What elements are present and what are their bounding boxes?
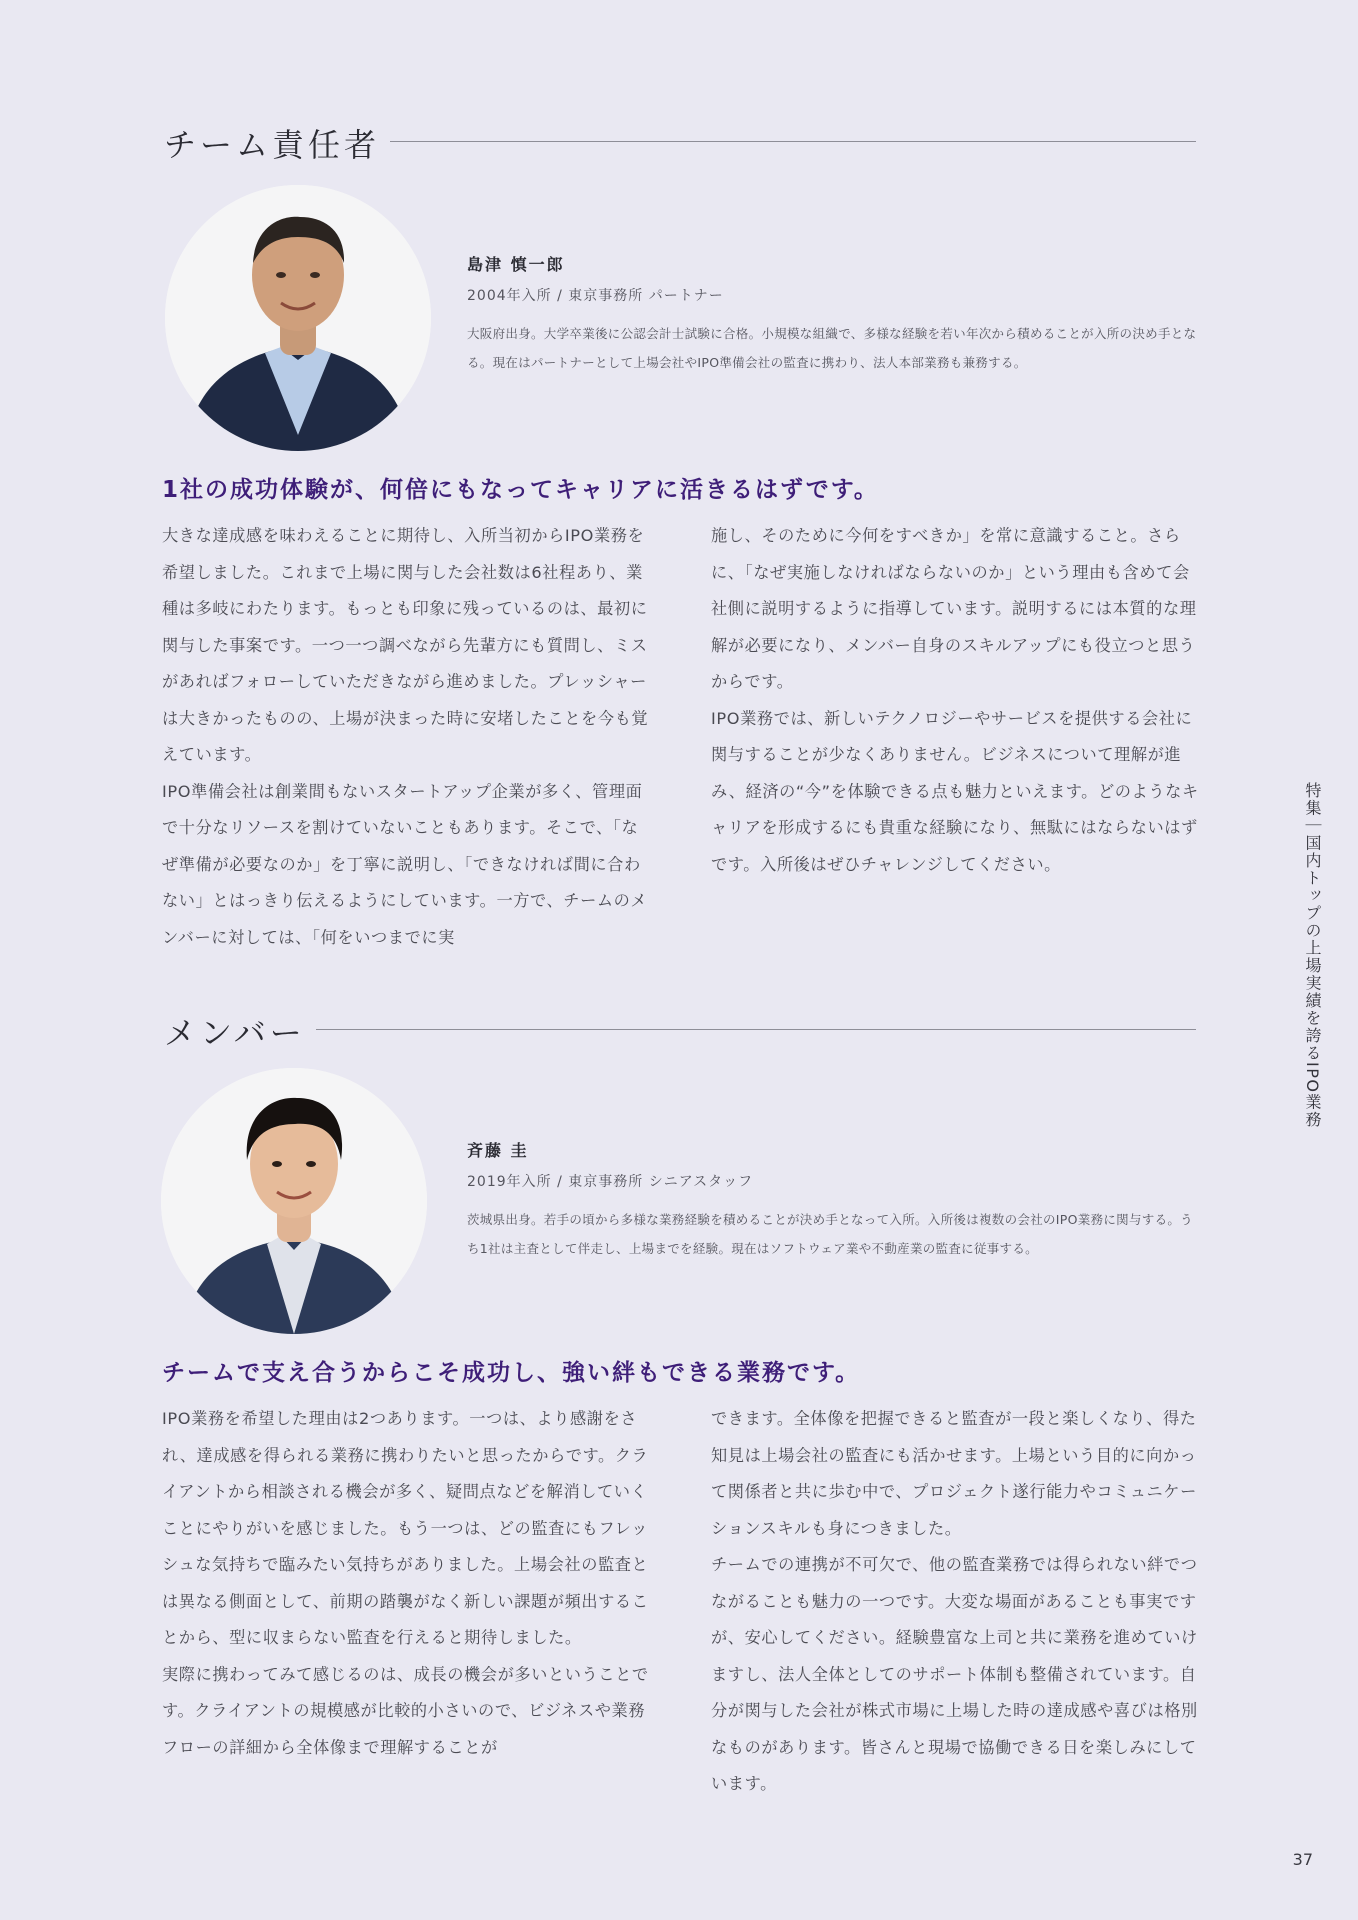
paragraph: できます。全体像を把握できると監査が一段と楽しくなり、得た知見は上場会社の監査にも活かせます。上場という目的に向かって関係者と共に歩む中で、プロジェクト遂行能力やコミュニケーションスキルも身につきました。 xyxy=(711,1409,1197,1538)
person-bio: 茨城県出身。若手の頃から多様な業務経験を積めることが決め手となって入所。入所後は複数の会社のIPO業務に関与する。うち1社は主査として伴走し、上場までを経験。現在はソフトウェア業や不動産業の監査に従事する。 xyxy=(467,1212,1193,1256)
vertical-section-label: 特集｜国内トップの上場実績を誇るIPO業務 xyxy=(1303,782,1322,1129)
body-column-left xyxy=(162,518,650,956)
section-divider xyxy=(390,141,1196,142)
portrait-photo xyxy=(161,1068,427,1334)
paragraph: 実際に携わってみて感じるのは、成長の機会が多いということです。クライアントの規模感が比較的小さいので、ビジネスや業務フローの詳細から全体像まで理解することが xyxy=(162,1664,649,1757)
section-title: メンバー xyxy=(164,1014,306,1052)
page-number: 37 xyxy=(1292,1850,1313,1869)
body-column-left xyxy=(162,1401,650,1766)
paragraph: チームでの連携が不可欠で、他の監査業務では得られない絆でつながることも魅力の一つです。大変な場面があることも事実ですが、安心してください。経験豊富な上司と共に業務を進めていけますし、法人全体としてのサポート体制も整備されています。自分が関与した会社が株式市場に上場した時の達成感や喜びは格別なものがあります。皆さんと現場で協働できる日を楽しみにしています。 xyxy=(711,1555,1198,1793)
person-meta: 2004年入所 / 東京事務所 パートナー xyxy=(467,288,724,304)
profile-card xyxy=(467,252,1197,377)
portrait-photo xyxy=(165,185,431,451)
paragraph: IPO準備会社は創業間もないスタートアップ企業が多く、管理面で十分なリソースを割けていないこともあります。そこで、「なぜ準備が必要なのか」を丁寧に説明し、「できなければ間に合わない」とはっきり伝えるようにしています。一方で、チームのメンバーに対しては、「何をいつまでに実 xyxy=(162,781,648,947)
section-heading xyxy=(164,120,380,166)
section-divider xyxy=(316,1029,1196,1030)
person-name: 島津 慎一郎 xyxy=(467,255,565,274)
profile-card xyxy=(467,1138,1197,1263)
section-heading xyxy=(164,1008,306,1054)
body-column-right xyxy=(711,518,1199,883)
paragraph: 施し、そのために今何をすべきか」を常に意識すること。さらに、「なぜ実施しなければならないのか」という理由も含めて会社側に説明するように指導しています。説明するには本質的な理解が必要になり、メンバー自身のスキルアップにも役立つと思うからです。 xyxy=(711,526,1197,691)
person-meta: 2019年入所 / 東京事務所 シニアスタッフ xyxy=(467,1174,754,1190)
section-title: チーム責任者 xyxy=(164,126,381,164)
headline: チームで支え合うからこそ成功し、強い絆もできる業務です。 xyxy=(162,1360,861,1386)
paragraph: IPO業務を希望した理由は2つあります。一つは、より感謝をされ、達成感を得られる業務に携わりたいと思ったからです。クライアントから相談される機会が多く、疑問点などを解消していくことにやりがいを感じました。もう一つは、どの監査にもフレッシュな気持ちで臨みたい気持ちがありました。上場会社の監査とは異なる側面として、前期の踏襲がなく新しい課題が頻出することから、型に収まらない監査を行えると期待しました。 xyxy=(162,1409,649,1647)
person-name: 斉藤 圭 xyxy=(467,1141,529,1160)
paragraph: 大きな達成感を味わえることに期待し、入所当初からIPO業務を希望しました。これまで上場に関与した会社数は6社程あり、業種は多岐にわたります。もっとも印象に残っているのは、最初に関与した事案です。一つ一つ調べながら先輩方にも質問し、ミスがあればフォローしていただきながら進めました。プレッシャーは大きかったものの、上場が決まった時に安堵したことを今も覚えています。 xyxy=(162,526,649,764)
paragraph: IPO業務では、新しいテクノロジーやサービスを提供する会社に関与することが少なくありません。ビジネスについて理解が進み、経済の“今”を体験できる点も魅力といえます。どのようなキャリアを形成するにも貴重な経験になり、無駄にはならないはずです。入所後はぜひチャレンジしてください。 xyxy=(711,708,1199,874)
body-column-right xyxy=(711,1401,1199,1803)
headline: 1社の成功体験が、何倍にもなってキャリアに活きるはずです。 xyxy=(162,477,879,503)
person-bio: 大阪府出身。大学卒業後に公認会計士試験に合格。小規模な組織で、多様な経験を若い年次から積めることが入所の決め手となる。現在はパートナーとして上場会社やIPO準備会社の監査に携わり、法人本部業務も兼務する。 xyxy=(467,326,1197,370)
